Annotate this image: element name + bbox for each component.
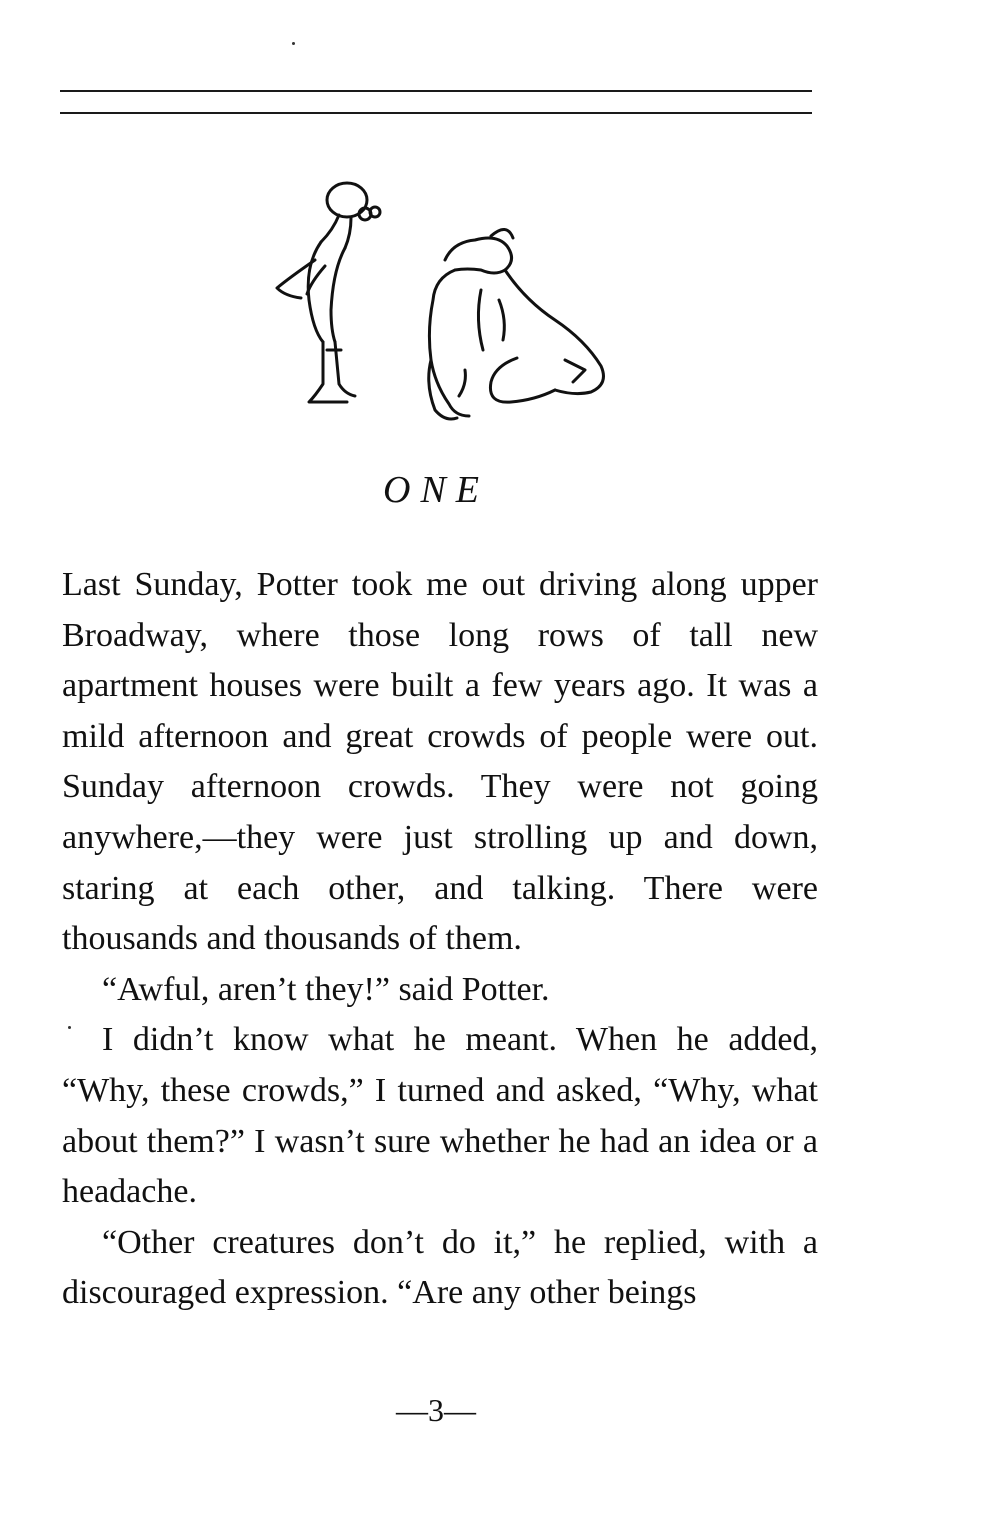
scan-speck [68,1026,71,1029]
man-figure [277,183,380,402]
man-and-gorilla-drawing-icon [255,170,625,435]
gorilla-figure [429,229,604,419]
second-rule [60,112,812,114]
body-text [62,560,818,1319]
chapter-illustration [255,170,625,435]
paragraph-3: I didn’t know what he meant. When he added, “Why, these crowds,” I turned and asked, “Why, what about them?” I wasn’t sure whether he had an idea or a headache. [62,1021,818,1211]
page-number: —3— [396,1392,476,1428]
scan-speck [292,42,295,45]
paragraph-4: “Other creatures don’t do it,” he replied, with a discouraged expression. “Are any other beings [62,1223,818,1312]
top-rule [60,90,812,92]
paragraph-1: Last Sunday, Potter took me out driving along upper Broadway, where those long rows of tall new apartment houses were built a few years ago. It was a mild afternoon and great crowds of people were out. Sunday afternoon crowds. They were not going anywhere,—they were just strolling up and down, staring at each other, and talking. There were thousands and thousands of them. [62,566,818,958]
chapter-title: ONE [383,469,489,511]
paragraph-2: “Awful, aren’t they!” said Potter. [102,970,550,1008]
